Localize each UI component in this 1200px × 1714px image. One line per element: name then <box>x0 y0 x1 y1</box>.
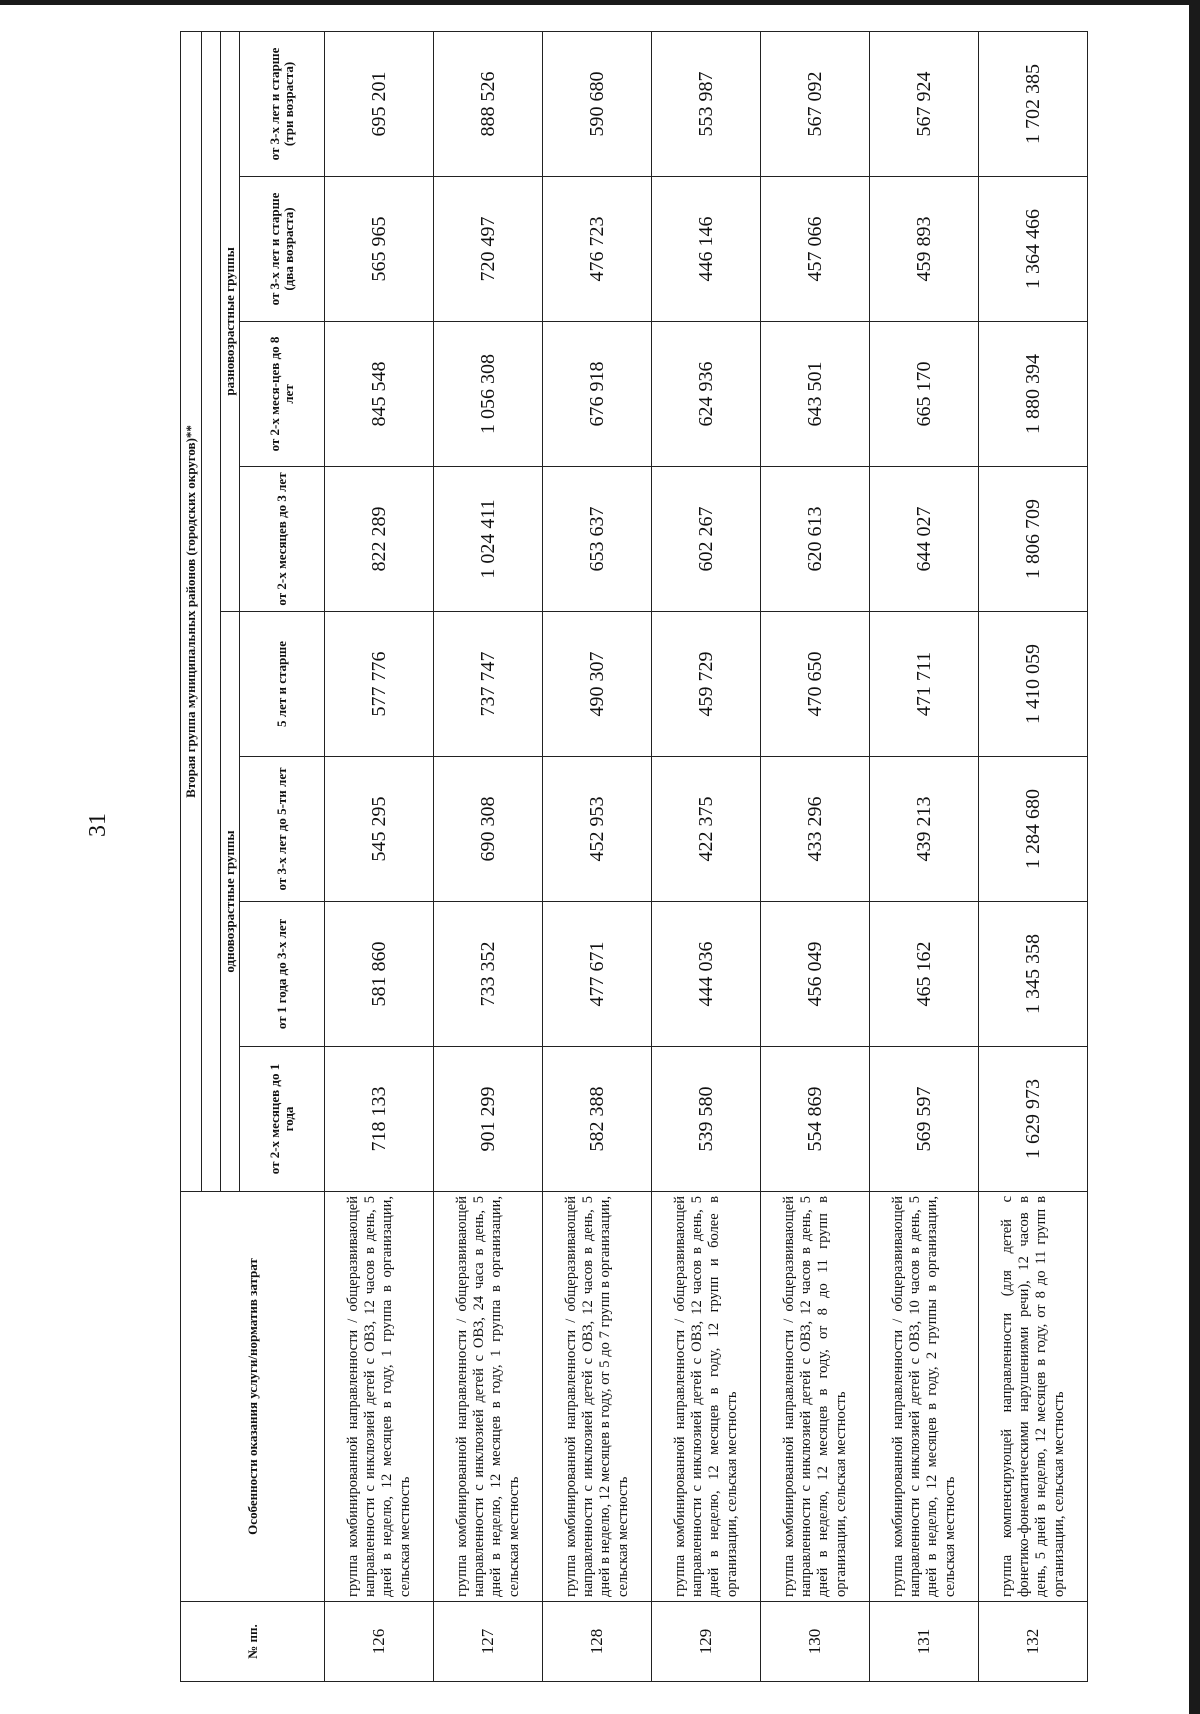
row-number: 127 <box>434 1602 543 1682</box>
row-number: 126 <box>325 1602 434 1682</box>
cell-value: 569 597 <box>870 1047 979 1192</box>
cell-value: 470 650 <box>761 612 870 757</box>
cell-value: 471 711 <box>870 612 979 757</box>
table-row <box>870 31 979 1681</box>
cell-value: 845 548 <box>325 322 434 467</box>
table-row <box>979 31 1088 1681</box>
cell-value: 822 289 <box>325 467 434 612</box>
column-header: 5 лет и старше <box>240 612 325 757</box>
column-header: от 3-х лет до 5-ти лет <box>240 757 325 902</box>
cell-value: 653 637 <box>543 467 652 612</box>
cell-value: 888 526 <box>434 31 543 176</box>
cell-value: 452 953 <box>543 757 652 902</box>
page-number: 31 <box>85 813 111 837</box>
column-header: от 2-х месяцев до 1 года <box>240 1047 325 1192</box>
row-description: группа комбинированной направленности / общеразвивающей направленности с инклюзией детей с ОВЗ, 12 часов в день, 5 дней в неделю, 12 месяцев в году, 1 группа в организации, сельская местность <box>325 1192 434 1602</box>
cell-value: 1 284 680 <box>979 757 1088 902</box>
cell-value: 620 613 <box>761 467 870 612</box>
header-spacer <box>202 31 221 1191</box>
cell-value: 643 501 <box>761 322 870 467</box>
scan-edge-right <box>1189 0 1200 1714</box>
row-description: группа компенсирующей направленности (для детей с фонетико-фонематическими нарушениями речи), 12 часов в день, 5 дней в неделю, 12 месяцев в году, от 8 до 11 групп в организации, сельская местность <box>979 1192 1088 1602</box>
cell-value: 444 036 <box>652 902 761 1047</box>
cell-value: 422 375 <box>652 757 761 902</box>
cell-value: 582 388 <box>543 1047 652 1192</box>
column-header: от 2-х меся-цев до 8 лет <box>240 322 325 467</box>
cell-value: 446 146 <box>652 177 761 322</box>
column-header: от 2-х месяцев до 3 лет <box>240 467 325 612</box>
cell-value: 644 027 <box>870 467 979 612</box>
table-row <box>543 31 652 1681</box>
table-row <box>652 31 761 1681</box>
cell-value: 476 723 <box>543 177 652 322</box>
cell-value: 490 307 <box>543 612 652 757</box>
cell-value: 720 497 <box>434 177 543 322</box>
cell-value: 577 776 <box>325 612 434 757</box>
row-number: 130 <box>761 1602 870 1682</box>
header-same-age-groups: одновозрастные группы <box>221 612 240 1192</box>
cell-value: 1 806 709 <box>979 467 1088 612</box>
cell-value: 733 352 <box>434 902 543 1047</box>
cell-value: 459 893 <box>870 177 979 322</box>
cell-value: 1 056 308 <box>434 322 543 467</box>
rotated-table-frame <box>180 32 1174 1682</box>
row-number: 128 <box>543 1602 652 1682</box>
header-mixed-age-groups: разновозрастные группы <box>221 31 240 611</box>
header-description: Особенности оказания услуги/норматив затрат <box>181 1192 325 1602</box>
cell-value: 1 702 385 <box>979 31 1088 176</box>
header-region-group: Вторая группа муниципальных районов (городских округов)** <box>181 31 202 1191</box>
cost-norms-table <box>180 31 1088 1682</box>
table-row <box>325 31 434 1681</box>
cell-value: 457 066 <box>761 177 870 322</box>
cell-value: 1 880 394 <box>979 322 1088 467</box>
column-header: от 3-х лет и старше (три возраста) <box>240 31 325 176</box>
row-description: группа комбинированной направленности / общеразвивающей направленности с инклюзией детей с ОВЗ, 24 часа в день, 5 дней в неделю, 12 месяцев в году, 1 группа в организации, сельская местность <box>434 1192 543 1602</box>
cell-value: 1 364 466 <box>979 177 1088 322</box>
row-description: группа комбинированной направленности / общеразвивающей направленности с инклюзией детей с ОВЗ, 12 часов в день, 5 дней в неделю, 12 месяцев в году, 12 групп и более в организации, сельская местность <box>652 1192 761 1602</box>
cell-value: 477 671 <box>543 902 652 1047</box>
cell-value: 624 936 <box>652 322 761 467</box>
cell-value: 465 162 <box>870 902 979 1047</box>
row-description: группа комбинированной направленности / общеразвивающей направленности с инклюзией детей с ОВЗ, 12 часов в день, 5 дней в неделю, 12 месяцев в году, от 5 до 7 групп в организации, сельская местность <box>543 1192 652 1602</box>
header-number: № пп. <box>181 1602 325 1682</box>
cell-value: 718 133 <box>325 1047 434 1192</box>
cell-value: 545 295 <box>325 757 434 902</box>
column-header: от 1 года до 3-х лет <box>240 902 325 1047</box>
cell-value: 1 345 358 <box>979 902 1088 1047</box>
cell-value: 554 869 <box>761 1047 870 1192</box>
cell-value: 590 680 <box>543 31 652 176</box>
cell-value: 459 729 <box>652 612 761 757</box>
cell-value: 567 092 <box>761 31 870 176</box>
rotated-table-container <box>180 32 1174 1682</box>
row-number: 132 <box>979 1602 1088 1682</box>
row-description: группа комбинированной направленности / общеразвивающей направленности с инклюзией детей с ОВЗ, 10 часов в день, 5 дней в неделю, 12 месяцев в году, 2 группы в организации, сельская местность <box>870 1192 979 1602</box>
table-row <box>761 31 870 1681</box>
cell-value: 539 580 <box>652 1047 761 1192</box>
row-description: группа комбинированной направленности / общеразвивающей направленности с инклюзией детей с ОВЗ, 12 часов в день, 5 дней в неделю, 12 месяцев в году, от 8 до 11 групп в организации, сельская местность <box>761 1192 870 1602</box>
cell-value: 1 024 411 <box>434 467 543 612</box>
row-number: 129 <box>652 1602 761 1682</box>
cell-value: 433 296 <box>761 757 870 902</box>
cell-value: 1 629 973 <box>979 1047 1088 1192</box>
cell-value: 456 049 <box>761 902 870 1047</box>
cell-value: 737 747 <box>434 612 543 757</box>
cell-value: 565 965 <box>325 177 434 322</box>
cell-value: 695 201 <box>325 31 434 176</box>
cell-value: 602 267 <box>652 467 761 612</box>
scan-edge-top <box>0 0 1200 5</box>
cell-value: 553 987 <box>652 31 761 176</box>
cell-value: 439 213 <box>870 757 979 902</box>
cell-value: 581 860 <box>325 902 434 1047</box>
cell-value: 676 918 <box>543 322 652 467</box>
cell-value: 665 170 <box>870 322 979 467</box>
cell-value: 901 299 <box>434 1047 543 1192</box>
cell-value: 567 924 <box>870 31 979 176</box>
cell-value: 1 410 059 <box>979 612 1088 757</box>
cell-value: 690 308 <box>434 757 543 902</box>
table-row <box>434 31 543 1681</box>
column-header: от 3-х лет и старше (два возраста) <box>240 177 325 322</box>
row-number: 131 <box>870 1602 979 1682</box>
